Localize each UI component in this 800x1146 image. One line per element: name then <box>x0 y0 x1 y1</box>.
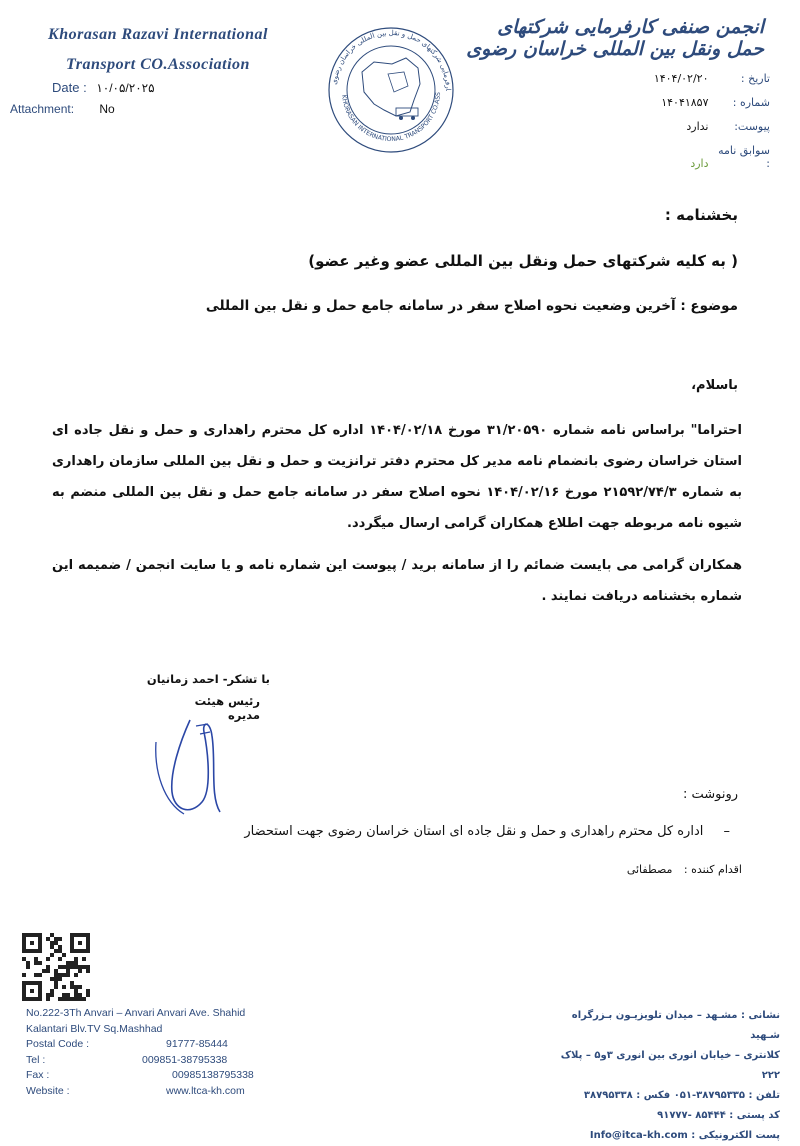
meta-row-number <box>620 96 770 109</box>
qr-module <box>62 973 66 977</box>
footer-fa-line4: کد پستی : ۸۵۴۴۴ -۹۱۷۷۷ <box>657 1110 780 1121</box>
qr-module <box>46 957 50 961</box>
meta-history-value: دارد <box>690 157 709 170</box>
qr-module <box>50 933 54 937</box>
date-label: Date : <box>52 80 87 95</box>
actor-row <box>627 863 742 876</box>
signature-title: رئیس هیئت مدیره <box>194 694 260 722</box>
handwritten-signature <box>150 712 240 822</box>
meta-row-date <box>620 72 770 85</box>
qr-module <box>62 993 66 997</box>
qr-module <box>78 997 82 1001</box>
qr-module <box>50 993 54 997</box>
signature-thanks-name: با تشکر- احمد زمانیان <box>146 672 270 686</box>
qr-module <box>50 977 54 981</box>
qr-module <box>74 965 78 969</box>
footer-postal-label: Postal Code : <box>26 1038 90 1051</box>
meta-number-value: ۱۴۰۴۱۸۵۷ <box>661 96 709 109</box>
footer-fax-value: 00985138795338 <box>172 1069 254 1082</box>
qr-module <box>70 997 74 1001</box>
qr-module <box>38 973 42 977</box>
footer-english <box>26 1006 266 1100</box>
footer-fa-line1: نشانی : مشـهد – میدان تلویزیـون بـزرگراه شـهید <box>571 1010 780 1041</box>
association-logo <box>322 12 460 157</box>
meta-attachment-value: ندارد <box>686 120 709 133</box>
qr-module <box>70 965 74 969</box>
footer-fa-line3: تلفن : ۳۸۷۹۵۳۳۵-۰۵۱ فکس : ۳۸۷۹۵۳۳۸ <box>583 1090 780 1101</box>
meta-row-history <box>620 144 770 170</box>
qr-module <box>54 949 58 953</box>
qr-module <box>62 985 66 989</box>
body-paragraph-1: احتراما" براساس نامه شماره ۳۱/۲۰۵۹۰ مورخ ۱۴۰۴/۰۲/۱۸ اداره کل محترم راهداری و حمل و نقل جاده ای استان خراسان رضوی بانضمام نامه مدیر کل محترم دفتر ترانزیت و حمل و نقل بین المللی سازمان راهداری به شماره ۲۱۵۹۲/۷۴/۳ مورخ ۱۴۰۴/۰۲/۱۶ نحوه اصلاح سفر در سامانه جامع حمل و نقل بین المللی منضم به شیوه نامه مربوطه جهت اطلاع همکاران گرامی ارسال میگردد. <box>52 423 742 531</box>
footer-website-link[interactable]: www.ltca-kh.com <box>166 1084 245 1097</box>
qr-module <box>54 973 58 977</box>
attachment-row <box>10 102 115 116</box>
qr-module <box>62 997 66 1001</box>
qr-module <box>82 965 86 969</box>
cc-title: رونوشت : <box>682 787 738 802</box>
attachment-label: Attachment: <box>10 102 75 116</box>
qr-module <box>38 961 42 965</box>
qr-module <box>58 937 62 941</box>
greeting: باسلام، <box>691 378 738 393</box>
qr-module <box>70 961 74 965</box>
qr-module <box>82 957 86 961</box>
qr-module <box>70 981 74 985</box>
body-paragraph-2: همکاران گرامی می بایست ضمائم را از سامانه برید / پیوست این شماره نامه و یا سایت انجمن / ضمیمه این شماره بخشنامه دریافت نمایند . <box>52 558 742 604</box>
meta-row-attachment <box>620 120 770 133</box>
meta-date-label: تاریخ : <box>740 72 770 85</box>
logo-text-en: KHORASAN INTERNATIONAL TRANSPORT CO.ASS <box>340 91 443 144</box>
qr-module <box>74 993 78 997</box>
qr-module <box>34 973 38 977</box>
footer-website-row <box>26 1084 266 1100</box>
actor-label: اقدام کننده : <box>683 863 742 876</box>
qr-module <box>74 997 78 1001</box>
qr-module <box>58 973 62 977</box>
footer-fa-line2: کلانتری – خیابان انوری بین انوری ۳و۵ – پلاک ۲۲۲ <box>560 1050 780 1081</box>
qr-module <box>74 961 78 965</box>
org-en-line1: Khorasan Razavi International <box>48 26 268 43</box>
qr-module <box>66 997 70 1001</box>
qr-code <box>22 933 90 1001</box>
qr-module <box>70 985 74 989</box>
qr-module <box>50 989 54 993</box>
footer-address-line1: No.222-3Th Anvari – Anvari Anvari Ave. Shahid <box>26 1007 246 1019</box>
footer-postal-value: 91777-85444 <box>166 1038 228 1051</box>
footer-fa-email-link[interactable]: Info@itca-kh.com <box>589 1130 688 1141</box>
qr-module <box>34 961 38 965</box>
cc-item <box>244 824 730 839</box>
qr-module <box>54 977 58 981</box>
qr-module <box>78 965 82 969</box>
qr-module <box>54 941 58 945</box>
org-en-line2: Transport CO.Association <box>66 56 250 73</box>
footer-postal-row <box>26 1037 266 1053</box>
qr-module <box>22 957 26 961</box>
qr-module <box>26 961 30 965</box>
qr-module <box>86 965 90 969</box>
qr-module <box>54 981 58 985</box>
qr-module <box>78 969 82 973</box>
footer-tel-label: Tel : <box>26 1053 46 1066</box>
subject-line: موضوع : آخرین وضعیت نحوه اصلاح سفر در سامانه جامع حمل و نقل بین المللی <box>205 298 738 314</box>
qr-module <box>58 957 62 961</box>
qr-module <box>54 969 58 973</box>
qr-module <box>50 941 54 945</box>
footer-address-line2: Kalantari Blv.TV Sq.Mashhad <box>26 1022 163 1035</box>
qr-module <box>86 989 90 993</box>
qr-module <box>58 977 62 981</box>
footer-tel-row <box>26 1053 266 1069</box>
qr-module <box>66 965 70 969</box>
footer-fax-row <box>26 1068 266 1084</box>
qr-module <box>22 973 26 977</box>
qr-module <box>74 989 78 993</box>
cc-item-text: اداره کل محترم راهداری و حمل و نقل جاده ای استان خراسان رضوی جهت استحضار <box>244 824 704 839</box>
qr-module <box>74 985 78 989</box>
qr-module <box>62 953 66 957</box>
circular-heading: بخشنامه : <box>664 206 738 224</box>
footer-fa-email-label: پست الکترونیکی : <box>691 1130 780 1141</box>
qr-module <box>86 969 90 973</box>
qr-module <box>82 997 86 1001</box>
qr-module <box>46 965 50 969</box>
qr-module <box>46 993 50 997</box>
qr-module <box>78 993 82 997</box>
qr-module <box>50 945 54 949</box>
footer-persian <box>540 1006 780 1146</box>
footer-tel-value: 009851-38795338 <box>142 1053 228 1066</box>
date-value: ۱۰/۰۵/۲۰۲۵ <box>96 81 155 95</box>
organization-name-english <box>28 20 288 80</box>
qr-module <box>74 973 78 977</box>
qr-module <box>78 985 82 989</box>
meta-attachment-label: پیوست: <box>734 120 770 133</box>
qr-module <box>54 937 58 941</box>
qr-module <box>58 949 62 953</box>
organization-name-persian: انجمن صنفی کارفرمایی شرکتهای حمل ونقل بین المللی خراسان رضوی <box>466 16 764 60</box>
qr-module <box>86 993 90 997</box>
attachment-value: No <box>99 102 115 116</box>
qr-module <box>66 973 70 977</box>
cc-dash: – <box>723 824 730 839</box>
qr-module <box>58 945 62 949</box>
meta-number-label: شماره : <box>732 96 770 109</box>
qr-module <box>46 937 50 941</box>
qr-module <box>54 985 58 989</box>
date-row <box>52 80 155 95</box>
qr-module <box>66 993 70 997</box>
footer-fax-label: Fax : <box>26 1069 50 1082</box>
footer-fa-email-row <box>540 1126 780 1146</box>
qr-module <box>50 953 54 957</box>
meta-date-value: ۱۴۰۴/۰۲/۲۰ <box>653 72 709 85</box>
qr-module <box>66 969 70 973</box>
qr-module <box>62 965 66 969</box>
recipients-line: ( به کلیه شرکتهای حمل ونقل بین المللی عضو وغیر عضو) <box>308 252 738 270</box>
qr-module <box>46 997 50 1001</box>
qr-module <box>66 961 70 965</box>
qr-module <box>58 997 62 1001</box>
meta-history-label: سوابق نامه : <box>718 144 770 170</box>
actor-value: مصطفائی <box>626 863 673 876</box>
qr-module <box>58 965 62 969</box>
qr-module <box>26 965 30 969</box>
qr-module <box>42 969 46 973</box>
qr-module <box>34 957 38 961</box>
qr-module <box>74 957 78 961</box>
logo-text-fa: ارفرمایی شرکتهای حمل و نقل بین المللی خراسان رضوی <box>330 28 453 91</box>
footer-website-label: Website : <box>26 1084 70 1097</box>
qr-module <box>46 969 50 973</box>
